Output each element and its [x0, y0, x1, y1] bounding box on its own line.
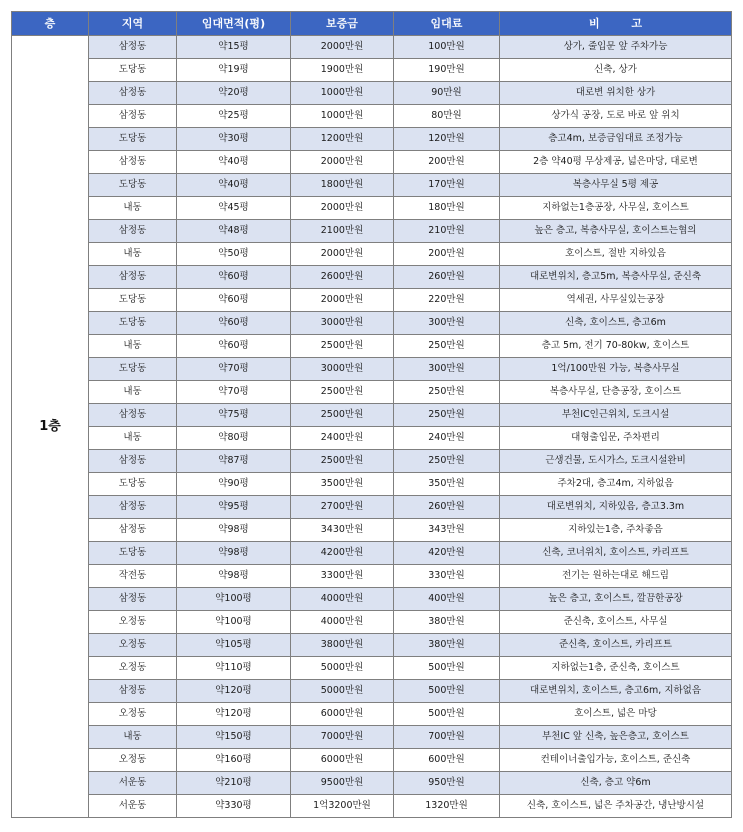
- table-row: [12, 266, 732, 289]
- cell-deposit: 2500만원: [291, 404, 394, 427]
- cell-remarks: 전기는 원하는대로 해드림: [500, 565, 732, 588]
- table-row: [12, 105, 732, 128]
- cell-region: 도당동: [89, 358, 177, 381]
- table-row: [12, 519, 732, 542]
- cell-area: 약70평: [177, 358, 291, 381]
- table-row: [12, 358, 732, 381]
- cell-deposit: 3430만원: [291, 519, 394, 542]
- cell-area: 약75평: [177, 404, 291, 427]
- cell-deposit: 2600만원: [291, 266, 394, 289]
- cell-deposit: 1200만원: [291, 128, 394, 151]
- cell-region: 내동: [89, 726, 177, 749]
- cell-region: 도당동: [89, 542, 177, 565]
- cell-rent: 250만원: [394, 335, 500, 358]
- table-row: [12, 772, 732, 795]
- cell-remarks: 부천IC 앞 신축, 높은층고, 호이스트: [500, 726, 732, 749]
- table-row: [12, 795, 732, 818]
- cell-area: 약19평: [177, 59, 291, 82]
- cell-region: 삼정동: [89, 82, 177, 105]
- table-row: [12, 611, 732, 634]
- cell-rent: 260만원: [394, 496, 500, 519]
- cell-deposit: 2500만원: [291, 335, 394, 358]
- table-row: [12, 381, 732, 404]
- cell-remarks: 신축, 호이스트, 넓은 주차공간, 냉난방시설: [500, 795, 732, 818]
- cell-deposit: 1800만원: [291, 174, 394, 197]
- cell-region: 오정동: [89, 703, 177, 726]
- cell-rent: 170만원: [394, 174, 500, 197]
- cell-area: 약20평: [177, 82, 291, 105]
- cell-remarks: 대로변위치, 지하있음, 층고3.3m: [500, 496, 732, 519]
- cell-remarks: 신축, 코너위치, 호이스트, 카리프트: [500, 542, 732, 565]
- cell-area: 약80평: [177, 427, 291, 450]
- cell-region: 서운동: [89, 795, 177, 818]
- cell-area: 약98평: [177, 519, 291, 542]
- cell-rent: 500만원: [394, 703, 500, 726]
- cell-rent: 350만원: [394, 473, 500, 496]
- table-row: [12, 36, 732, 59]
- cell-remarks: 지하있는1층, 주차좋음: [500, 519, 732, 542]
- table-row: [12, 427, 732, 450]
- cell-remarks: 상가, 줄입문 앞 주차가능: [500, 36, 732, 59]
- header-region: 지역: [89, 12, 177, 36]
- cell-area: 약25평: [177, 105, 291, 128]
- cell-area: 약87평: [177, 450, 291, 473]
- table-row: [12, 404, 732, 427]
- cell-rent: 180만원: [394, 197, 500, 220]
- cell-deposit: 5000만원: [291, 657, 394, 680]
- header-rent: 임대료: [394, 12, 500, 36]
- cell-remarks: 층고 5m, 전기 70-80kw, 호이스트: [500, 335, 732, 358]
- cell-region: 오정동: [89, 634, 177, 657]
- cell-deposit: 5000만원: [291, 680, 394, 703]
- cell-remarks: 지하없는1층, 준신축, 호이스트: [500, 657, 732, 680]
- cell-area: 약160평: [177, 749, 291, 772]
- cell-rent: 80만원: [394, 105, 500, 128]
- table-row: [12, 289, 732, 312]
- cell-deposit: 1억3200만원: [291, 795, 394, 818]
- cell-rent: 200만원: [394, 243, 500, 266]
- cell-rent: 250만원: [394, 381, 500, 404]
- cell-rent: 260만원: [394, 266, 500, 289]
- cell-remarks: 대로변 위치한 상가: [500, 82, 732, 105]
- table-row: [12, 450, 732, 473]
- cell-rent: 600만원: [394, 749, 500, 772]
- cell-remarks: 호이스트, 절반 지하있음: [500, 243, 732, 266]
- cell-area: 약110평: [177, 657, 291, 680]
- table-row: [12, 496, 732, 519]
- cell-rent: 210만원: [394, 220, 500, 243]
- cell-remarks: 신축, 층고 약6m: [500, 772, 732, 795]
- cell-area: 약60평: [177, 335, 291, 358]
- table-row: [12, 703, 732, 726]
- cell-rent: 950만원: [394, 772, 500, 795]
- table-row: [12, 749, 732, 772]
- cell-deposit: 3000만원: [291, 312, 394, 335]
- cell-deposit: 3500만원: [291, 473, 394, 496]
- table-row: [12, 335, 732, 358]
- header-area: 임대면적(평): [177, 12, 291, 36]
- cell-area: 약120평: [177, 680, 291, 703]
- table-row: [12, 128, 732, 151]
- table-row: [12, 680, 732, 703]
- cell-region: 도당동: [89, 289, 177, 312]
- cell-remarks: 복층사무실, 단층공장, 호이스트: [500, 381, 732, 404]
- cell-area: 약60평: [177, 266, 291, 289]
- cell-area: 약100평: [177, 588, 291, 611]
- table-row: [12, 59, 732, 82]
- cell-remarks: 준신축, 호이스트, 카리프트: [500, 634, 732, 657]
- cell-area: 약60평: [177, 312, 291, 335]
- cell-deposit: 2000만원: [291, 151, 394, 174]
- cell-deposit: 9500만원: [291, 772, 394, 795]
- cell-rent: 700만원: [394, 726, 500, 749]
- cell-rent: 190만원: [394, 59, 500, 82]
- cell-remarks: 1억/100만원 가능, 복층사무실: [500, 358, 732, 381]
- table-row: [12, 243, 732, 266]
- cell-remarks: 신축, 호이스트, 층고6m: [500, 312, 732, 335]
- cell-rent: 250만원: [394, 450, 500, 473]
- cell-remarks: 신축, 상가: [500, 59, 732, 82]
- cell-remarks: 근생건물, 도시가스, 도크시설완비: [500, 450, 732, 473]
- cell-rent: 420만원: [394, 542, 500, 565]
- cell-rent: 1320만원: [394, 795, 500, 818]
- cell-rent: 380만원: [394, 634, 500, 657]
- table-row: [12, 657, 732, 680]
- cell-deposit: 2500만원: [291, 381, 394, 404]
- cell-deposit: 4000만원: [291, 588, 394, 611]
- cell-deposit: 2000만원: [291, 243, 394, 266]
- cell-region: 오정동: [89, 657, 177, 680]
- table-row: [12, 197, 732, 220]
- cell-remarks: 대형출입문, 주차편리: [500, 427, 732, 450]
- cell-region: 삼정동: [89, 450, 177, 473]
- cell-region: 삼정동: [89, 220, 177, 243]
- cell-area: 약45평: [177, 197, 291, 220]
- cell-remarks: 복층사무실 5평 제공: [500, 174, 732, 197]
- table-row: [12, 726, 732, 749]
- cell-remarks: 주차2대, 층고4m, 지하없음: [500, 473, 732, 496]
- cell-deposit: 6000만원: [291, 749, 394, 772]
- listing-table-container: [11, 11, 732, 818]
- cell-area: 약330평: [177, 795, 291, 818]
- cell-area: 약48평: [177, 220, 291, 243]
- cell-area: 약98평: [177, 565, 291, 588]
- cell-rent: 500만원: [394, 657, 500, 680]
- cell-rent: 330만원: [394, 565, 500, 588]
- cell-deposit: 2700만원: [291, 496, 394, 519]
- cell-region: 삼정동: [89, 519, 177, 542]
- cell-region: 내동: [89, 381, 177, 404]
- cell-region: 도당동: [89, 312, 177, 335]
- cell-remarks: 대로변위치, 호이스트, 층고6m, 지하없음: [500, 680, 732, 703]
- cell-rent: 120만원: [394, 128, 500, 151]
- cell-rent: 220만원: [394, 289, 500, 312]
- cell-rent: 90만원: [394, 82, 500, 105]
- cell-region: 삼정동: [89, 680, 177, 703]
- cell-deposit: 2400만원: [291, 427, 394, 450]
- cell-area: 약120평: [177, 703, 291, 726]
- cell-area: 약15평: [177, 36, 291, 59]
- header-floor: 층: [12, 12, 89, 36]
- cell-region: 도당동: [89, 473, 177, 496]
- cell-deposit: 3800만원: [291, 634, 394, 657]
- cell-region: 삼정동: [89, 36, 177, 59]
- cell-region: 내동: [89, 427, 177, 450]
- cell-area: 약210평: [177, 772, 291, 795]
- cell-area: 약98평: [177, 542, 291, 565]
- cell-region: 삼정동: [89, 105, 177, 128]
- cell-region: 도당동: [89, 59, 177, 82]
- cell-rent: 300만원: [394, 358, 500, 381]
- header-row: [12, 12, 732, 36]
- cell-area: 약40평: [177, 174, 291, 197]
- header-deposit: 보증금: [291, 12, 394, 36]
- cell-deposit: 2000만원: [291, 289, 394, 312]
- table-body: [12, 36, 732, 818]
- cell-region: 오정동: [89, 749, 177, 772]
- cell-remarks: 높은 층고, 복층사무실, 호이스트는협의: [500, 220, 732, 243]
- cell-remarks: 상가식 공장, 도로 바로 앞 위치: [500, 105, 732, 128]
- cell-rent: 500만원: [394, 680, 500, 703]
- cell-remarks: 준신축, 호이스트, 사무실: [500, 611, 732, 634]
- rental-listing-table: [11, 11, 732, 818]
- table-row: [12, 220, 732, 243]
- cell-region: 내동: [89, 335, 177, 358]
- table-row: [12, 82, 732, 105]
- cell-region: 내동: [89, 243, 177, 266]
- cell-area: 약105평: [177, 634, 291, 657]
- cell-deposit: 3300만원: [291, 565, 394, 588]
- cell-deposit: 3000만원: [291, 358, 394, 381]
- cell-rent: 250만원: [394, 404, 500, 427]
- cell-deposit: 1000만원: [291, 82, 394, 105]
- cell-rent: 343만원: [394, 519, 500, 542]
- cell-deposit: 6000만원: [291, 703, 394, 726]
- table-row: [12, 174, 732, 197]
- header-remarks: 비 고: [500, 12, 732, 36]
- cell-region: 서운동: [89, 772, 177, 795]
- cell-rent: 200만원: [394, 151, 500, 174]
- cell-region: 작전동: [89, 565, 177, 588]
- cell-region: 도당동: [89, 174, 177, 197]
- cell-remarks: 역세권, 사무실있는공장: [500, 289, 732, 312]
- cell-rent: 400만원: [394, 588, 500, 611]
- cell-remarks: 호이스트, 넓은 마당: [500, 703, 732, 726]
- table-row: [12, 588, 732, 611]
- cell-deposit: 1000만원: [291, 105, 394, 128]
- cell-area: 약90평: [177, 473, 291, 496]
- cell-area: 약150평: [177, 726, 291, 749]
- cell-region: 삼정동: [89, 496, 177, 519]
- cell-remarks: 높은 층고, 호이스트, 깔끔한공장: [500, 588, 732, 611]
- cell-remarks: 부천IC인근위치, 도크시설: [500, 404, 732, 427]
- cell-deposit: 7000만원: [291, 726, 394, 749]
- cell-region: 삼정동: [89, 588, 177, 611]
- cell-deposit: 2500만원: [291, 450, 394, 473]
- cell-region: 삼정동: [89, 151, 177, 174]
- cell-area: 약60평: [177, 289, 291, 312]
- cell-remarks: 2층 약40평 무상제공, 넓은마당, 대로변: [500, 151, 732, 174]
- cell-deposit: 2000만원: [291, 197, 394, 220]
- cell-area: 약30평: [177, 128, 291, 151]
- cell-rent: 300만원: [394, 312, 500, 335]
- table-row: [12, 312, 732, 335]
- table-row: [12, 565, 732, 588]
- floor-cell: 1층: [12, 36, 89, 818]
- cell-area: 약100평: [177, 611, 291, 634]
- cell-region: 도당동: [89, 128, 177, 151]
- cell-rent: 240만원: [394, 427, 500, 450]
- cell-deposit: 4200만원: [291, 542, 394, 565]
- cell-deposit: 4000만원: [291, 611, 394, 634]
- table-row: [12, 151, 732, 174]
- cell-remarks: 층고4m, 보증금임대료 조정가능: [500, 128, 732, 151]
- cell-remarks: 컨테이너출입가능, 호이스트, 준신축: [500, 749, 732, 772]
- cell-area: 약95평: [177, 496, 291, 519]
- table-row: [12, 473, 732, 496]
- cell-area: 약40평: [177, 151, 291, 174]
- cell-region: 삼정동: [89, 266, 177, 289]
- cell-area: 약70평: [177, 381, 291, 404]
- cell-region: 삼정동: [89, 404, 177, 427]
- cell-region: 내동: [89, 197, 177, 220]
- cell-area: 약50평: [177, 243, 291, 266]
- cell-deposit: 1900만원: [291, 59, 394, 82]
- cell-remarks: 대로변위치, 층고5m, 복층사무실, 준신축: [500, 266, 732, 289]
- cell-remarks: 지하없는1층공장, 사무실, 호이스트: [500, 197, 732, 220]
- table-row: [12, 634, 732, 657]
- table-row: [12, 542, 732, 565]
- cell-region: 오정동: [89, 611, 177, 634]
- cell-deposit: 2000만원: [291, 36, 394, 59]
- cell-rent: 380만원: [394, 611, 500, 634]
- cell-rent: 100만원: [394, 36, 500, 59]
- cell-deposit: 2100만원: [291, 220, 394, 243]
